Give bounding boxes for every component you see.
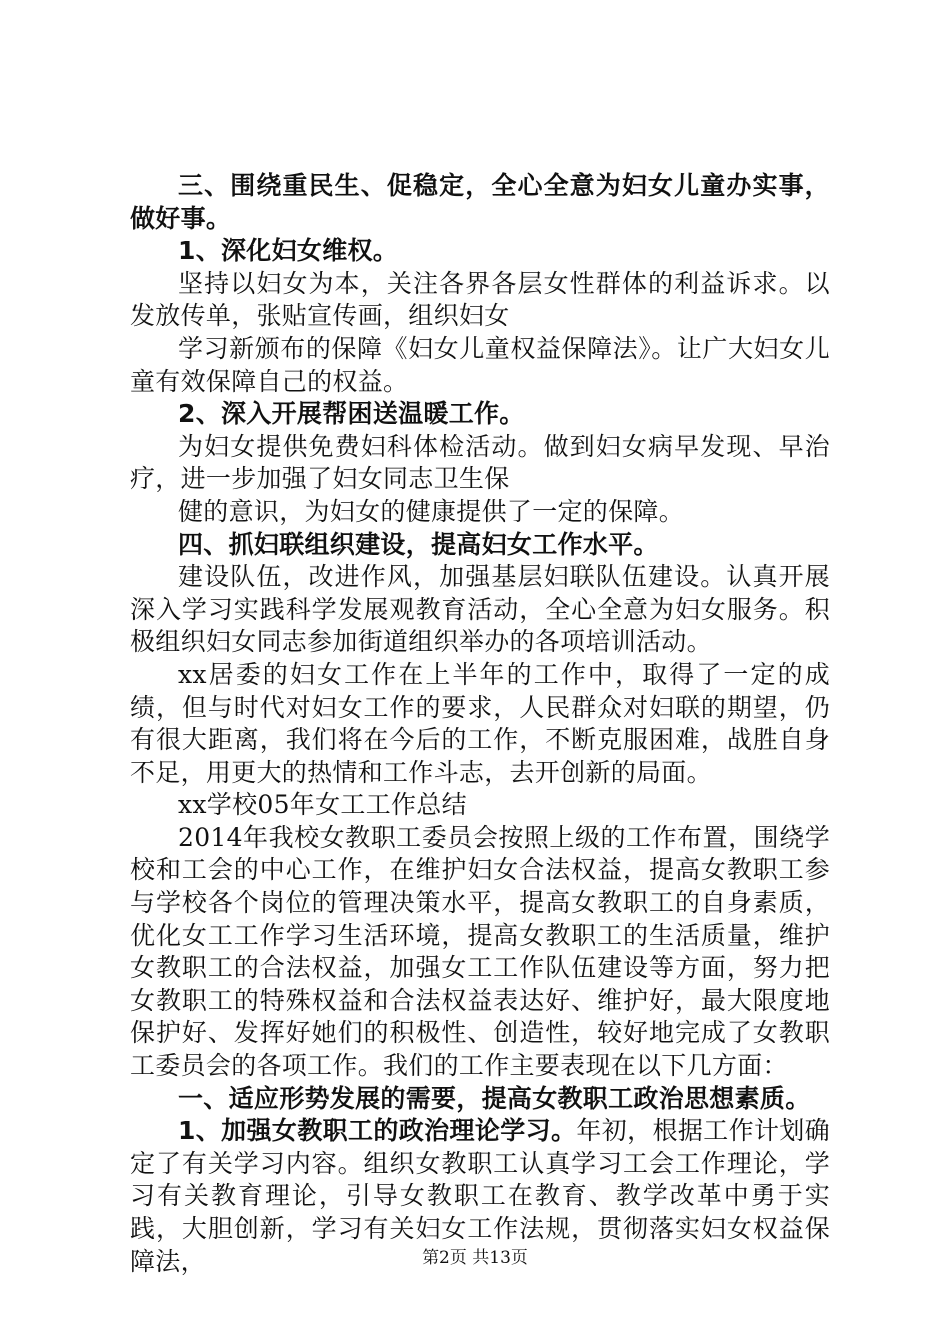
document-subtitle: xx学校05年女工工作总结 <box>178 790 467 820</box>
section-heading-4: 四、抓妇联组织建设，提高妇女工作水平。 <box>178 529 659 559</box>
body-paragraph: 为妇女提供免费妇科体检活动。做到妇女病早发现、早治疗，进一步加强了妇女同志卫生保 <box>130 431 830 494</box>
body-paragraph: xx居委的妇女工作在上半年的工作中，取得了一定的成绩，但与时代对妇女工作的要求，人民群众对妇联的期望，仍有很大距离，我们将在今后的工作，不断克服困难，战胜自身不足，用更大的热情和工作斗志，去开创新的局面。 <box>130 659 830 787</box>
subheading-2: 2、深入开展帮困送温暖工作。 <box>178 399 525 429</box>
section-heading-1: 一、适应形势发展的需要，提高女教职工政治思想素质。 <box>178 1083 811 1113</box>
mixed-paragraph-text: 年初，根据工作计划确定了有关学习内容。组织女教职工认真学习工会工作理论，学习有关教育理论，引导女教职工在教育、教学改革中勇于实践，大胆创新，学习有关妇女工作法规，贯彻落实妇女权益保障法， <box>130 1116 830 1276</box>
body-paragraph: 坚持以妇女为本，关注各界各层女性群体的利益诉求。以发放传单，张贴宣传画，组织妇女 <box>130 268 830 331</box>
body-paragraph: 建设队伍，改进作风，加强基层妇联队伍建设。认真开展深入学习实践科学发展观教育活动，全心全意为妇女服务。积极组织妇女同志参加街道组织举办的各项培训活动。 <box>130 562 830 657</box>
page-footer: 第2页 共13页 <box>422 1248 528 1268</box>
subheading-1: 1、深化妇女维权。 <box>178 236 399 266</box>
body-paragraph: 学习新颁布的保障《妇女儿童权益保障法》。让广大妇女儿童有效保障自己的权益。 <box>130 333 830 396</box>
document-body <box>130 170 830 1278</box>
mixed-paragraph-lead: 1、加强女教职工的政治理论学习。 <box>178 1116 577 1146</box>
body-paragraph: 2014年我校女教职工委员会按照上级的工作布置，围绕学校和工会的中心工作，在维护妇女合法权益，提高女教职工参与学校各个岗位的管理决策水平，提高女教职工的自身素质，优化女工工作学习生活环境，提高女教职工的生活质量，维护女教职工的合法权益，加强女工工作队伍建设等方面，努力把女教职工的特殊权益和合法权益表达好、维护好，最大限度地保护好、发挥好她们的积极性、创造性，较好地完成了女教职工委员会的各项工作。我们的工作主要表现在以下几方面： <box>130 822 830 1081</box>
body-paragraph: 健的意识，为妇女的健康提供了一定的保障。 <box>178 496 685 526</box>
section-heading-3: 三、围绕重民生、促稳定，全心全意为妇女儿童办实事，做好事。 <box>130 171 830 233</box>
